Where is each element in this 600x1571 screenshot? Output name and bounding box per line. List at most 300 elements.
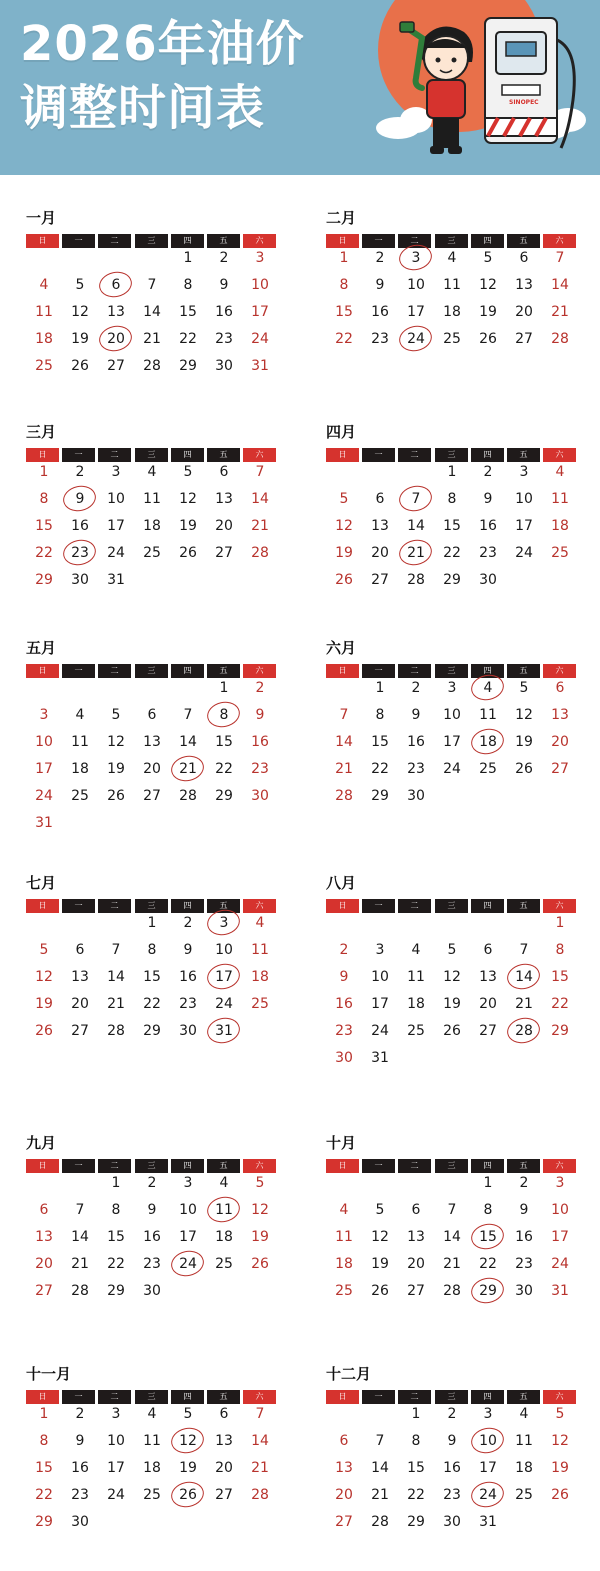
calendar-day: 23 bbox=[407, 761, 425, 777]
calendar-day: 19 bbox=[551, 1460, 569, 1476]
calendar-day: 31 bbox=[479, 1514, 497, 1530]
calendar-day: 7 bbox=[75, 1202, 85, 1218]
calendar-day: 2 bbox=[447, 1406, 457, 1422]
calendar-day: 3 bbox=[39, 707, 49, 723]
calendar-day: 1 bbox=[447, 464, 457, 480]
calendar-day: 5 bbox=[555, 1406, 565, 1422]
calendar-day: 19 bbox=[71, 331, 89, 347]
adjustment-day: 24 bbox=[470, 1482, 506, 1509]
calendar-day: 26 bbox=[35, 1023, 53, 1039]
calendar-day: 21 bbox=[71, 1256, 89, 1272]
calendar-day: 19 bbox=[251, 1229, 269, 1245]
weekday-label: 二 bbox=[398, 1390, 431, 1404]
calendar-day: 11 bbox=[335, 1229, 353, 1245]
calendar-day: 7 bbox=[255, 464, 265, 480]
calendar-day: 20 bbox=[479, 996, 497, 1012]
calendar-day: 27 bbox=[143, 788, 161, 804]
weekday-label: 四 bbox=[171, 899, 204, 913]
calendar-day: 20 bbox=[215, 1460, 233, 1476]
calendar-day: 27 bbox=[107, 358, 125, 374]
calendar-day: 20 bbox=[515, 304, 533, 320]
calendar-day: 17 bbox=[251, 304, 269, 320]
calendar-day: 20 bbox=[71, 996, 89, 1012]
calendar-day: 8 bbox=[411, 1433, 421, 1449]
calendar-day: 1 bbox=[39, 464, 49, 480]
adjustment-day: 23 bbox=[62, 540, 98, 567]
calendar-day: 31 bbox=[107, 572, 125, 588]
calendar-day: 14 bbox=[443, 1229, 461, 1245]
weekday-label: 一 bbox=[62, 448, 95, 462]
calendar-day: 18 bbox=[143, 518, 161, 534]
weekday-label: 四 bbox=[471, 448, 504, 462]
calendar-day: 26 bbox=[479, 331, 497, 347]
calendar-day: 8 bbox=[183, 277, 193, 293]
calendar-day: 25 bbox=[443, 331, 461, 347]
calendar-day: 16 bbox=[443, 1460, 461, 1476]
calendar-day: 28 bbox=[71, 1283, 89, 1299]
calendar-day: 3 bbox=[483, 1406, 493, 1422]
calendar-day: 14 bbox=[551, 277, 569, 293]
calendar-day: 12 bbox=[179, 491, 197, 507]
calendar-day: 23 bbox=[251, 761, 269, 777]
weekday-label: 五 bbox=[207, 899, 240, 913]
calendar-day: 26 bbox=[551, 1487, 569, 1503]
calendar-day: 13 bbox=[371, 518, 389, 534]
calendar-day: 2 bbox=[339, 942, 349, 958]
calendar-day: 11 bbox=[443, 277, 461, 293]
weekday-label: 五 bbox=[507, 1390, 540, 1404]
calendar-day: 17 bbox=[179, 1229, 197, 1245]
calendar-day: 13 bbox=[335, 1460, 353, 1476]
weekday-label: 二 bbox=[398, 664, 431, 678]
weekday-label: 五 bbox=[507, 234, 540, 248]
calendar-day: 13 bbox=[143, 734, 161, 750]
calendar-day: 4 bbox=[147, 1406, 157, 1422]
calendar-day: 2 bbox=[375, 250, 385, 266]
calendar-day: 5 bbox=[183, 464, 193, 480]
weekday-label: 六 bbox=[243, 448, 276, 462]
weekday-label: 三 bbox=[135, 234, 168, 248]
calendar-day: 7 bbox=[375, 1433, 385, 1449]
calendar-day: 8 bbox=[375, 707, 385, 723]
calendar-day: 18 bbox=[443, 304, 461, 320]
calendar-day: 12 bbox=[71, 304, 89, 320]
calendar-day: 29 bbox=[143, 1023, 161, 1039]
calendar-day: 28 bbox=[143, 358, 161, 374]
calendar-day: 27 bbox=[215, 545, 233, 561]
calendar-day: 15 bbox=[551, 969, 569, 985]
calendar-day: 4 bbox=[255, 915, 265, 931]
calendar-day: 16 bbox=[335, 996, 353, 1012]
weekday-label: 三 bbox=[135, 664, 168, 678]
calendar-day: 24 bbox=[251, 331, 269, 347]
calendar-day: 21 bbox=[515, 996, 533, 1012]
adjustment-day: 9 bbox=[62, 486, 98, 513]
calendar-day: 10 bbox=[515, 491, 533, 507]
calendar-day: 10 bbox=[371, 969, 389, 985]
calendar-day: 11 bbox=[71, 734, 89, 750]
calendar-day: 4 bbox=[339, 1202, 349, 1218]
calendar-day: 25 bbox=[251, 996, 269, 1012]
calendar-day: 14 bbox=[179, 734, 197, 750]
weekday-label: 二 bbox=[398, 234, 431, 248]
calendar-day: 22 bbox=[35, 1487, 53, 1503]
weekday-label: 五 bbox=[207, 664, 240, 678]
calendar-day: 3 bbox=[555, 1175, 565, 1191]
calendar-day: 16 bbox=[479, 518, 497, 534]
calendar-day: 5 bbox=[75, 277, 85, 293]
weekday-label: 一 bbox=[62, 899, 95, 913]
calendar-day: 1 bbox=[219, 680, 229, 696]
calendar-day: 7 bbox=[519, 942, 529, 958]
calendar-day: 6 bbox=[39, 1202, 49, 1218]
adjustment-day: 3 bbox=[206, 910, 242, 937]
calendar-day: 20 bbox=[551, 734, 569, 750]
calendar-day: 5 bbox=[519, 680, 529, 696]
calendar-day: 26 bbox=[443, 1023, 461, 1039]
weekday-label: 五 bbox=[507, 899, 540, 913]
calendar-day: 12 bbox=[443, 969, 461, 985]
weekday-label: 一 bbox=[362, 1159, 395, 1173]
calendar-day: 30 bbox=[443, 1514, 461, 1530]
weekday-label: 三 bbox=[435, 1390, 468, 1404]
calendar-day: 28 bbox=[107, 1023, 125, 1039]
adjustment-day: 21 bbox=[170, 756, 206, 783]
weekday-label: 六 bbox=[543, 1159, 576, 1173]
calendar-day: 30 bbox=[407, 788, 425, 804]
calendar-day: 21 bbox=[443, 1256, 461, 1272]
calendar-day: 27 bbox=[551, 761, 569, 777]
calendar-day: 30 bbox=[215, 358, 233, 374]
adjustment-day: 29 bbox=[470, 1278, 506, 1305]
calendar-day: 21 bbox=[371, 1487, 389, 1503]
calendar-day: 28 bbox=[551, 331, 569, 347]
adjustment-day: 11 bbox=[206, 1197, 242, 1224]
calendar-day: 27 bbox=[479, 1023, 497, 1039]
weekday-label: 日 bbox=[326, 664, 359, 678]
calendar-day: 24 bbox=[35, 788, 53, 804]
calendar-day: 15 bbox=[215, 734, 233, 750]
calendar-day: 9 bbox=[147, 1202, 157, 1218]
weekday-label: 四 bbox=[171, 234, 204, 248]
weekday-label: 二 bbox=[98, 234, 131, 248]
calendar-day: 27 bbox=[71, 1023, 89, 1039]
page-title bbox=[20, 12, 305, 140]
calendar-day: 6 bbox=[339, 1433, 349, 1449]
calendar-day: 29 bbox=[551, 1023, 569, 1039]
calendar-day: 18 bbox=[335, 1256, 353, 1272]
weekday-label: 四 bbox=[471, 234, 504, 248]
adjustment-day: 18 bbox=[470, 729, 506, 756]
weekday-label: 三 bbox=[135, 899, 168, 913]
calendar-day: 24 bbox=[551, 1256, 569, 1272]
calendar-day: 24 bbox=[107, 1487, 125, 1503]
calendar-day: 27 bbox=[35, 1283, 53, 1299]
calendar-day: 7 bbox=[147, 277, 157, 293]
calendar-day: 31 bbox=[251, 358, 269, 374]
weekday-label: 二 bbox=[98, 448, 131, 462]
calendar-day: 30 bbox=[515, 1283, 533, 1299]
calendar-day: 26 bbox=[335, 572, 353, 588]
calendar-day: 15 bbox=[371, 734, 389, 750]
calendar-day: 9 bbox=[483, 491, 493, 507]
calendar-day: 10 bbox=[179, 1202, 197, 1218]
header-banner bbox=[0, 0, 600, 175]
calendar-day: 24 bbox=[371, 1023, 389, 1039]
calendar-day: 25 bbox=[35, 358, 53, 374]
calendar-day: 2 bbox=[75, 1406, 85, 1422]
weekday-label: 五 bbox=[207, 234, 240, 248]
weekday-label: 六 bbox=[543, 234, 576, 248]
calendar-day: 23 bbox=[215, 331, 233, 347]
weekday-label: 四 bbox=[471, 1390, 504, 1404]
calendar-day: 4 bbox=[39, 277, 49, 293]
calendar-day: 1 bbox=[375, 680, 385, 696]
calendar-day: 19 bbox=[371, 1256, 389, 1272]
calendar-day: 18 bbox=[251, 969, 269, 985]
calendar-day: 31 bbox=[371, 1050, 389, 1066]
calendar-day: 8 bbox=[339, 277, 349, 293]
calendar-day: 23 bbox=[179, 996, 197, 1012]
calendar-day: 10 bbox=[551, 1202, 569, 1218]
calendar-day: 22 bbox=[551, 996, 569, 1012]
weekday-label: 六 bbox=[243, 234, 276, 248]
calendar-months bbox=[0, 175, 600, 1571]
adjustment-day: 24 bbox=[398, 326, 434, 353]
calendar-day: 18 bbox=[407, 996, 425, 1012]
calendar-day: 9 bbox=[519, 1202, 529, 1218]
weekday-label: 日 bbox=[26, 664, 59, 678]
calendar-day: 7 bbox=[447, 1202, 457, 1218]
calendar-day: 17 bbox=[371, 996, 389, 1012]
calendar-day: 20 bbox=[143, 761, 161, 777]
calendar-day: 12 bbox=[251, 1202, 269, 1218]
adjustment-day: 3 bbox=[398, 245, 434, 272]
calendar-day: 6 bbox=[219, 464, 229, 480]
calendar-day: 26 bbox=[179, 545, 197, 561]
calendar-day: 25 bbox=[71, 788, 89, 804]
calendar-day: 20 bbox=[215, 518, 233, 534]
calendar-day: 14 bbox=[251, 491, 269, 507]
calendar-day: 22 bbox=[407, 1487, 425, 1503]
calendar-day: 6 bbox=[75, 942, 85, 958]
calendar-day: 25 bbox=[143, 1487, 161, 1503]
calendar-day: 3 bbox=[375, 942, 385, 958]
calendar-day: 9 bbox=[75, 1433, 85, 1449]
calendar-day: 5 bbox=[375, 1202, 385, 1218]
calendar-day: 19 bbox=[515, 734, 533, 750]
calendar-day: 28 bbox=[371, 1514, 389, 1530]
calendar-day: 11 bbox=[35, 304, 53, 320]
calendar-day: 23 bbox=[479, 545, 497, 561]
calendar-day: 11 bbox=[251, 942, 269, 958]
calendar-day: 7 bbox=[183, 707, 193, 723]
calendar-day: 30 bbox=[479, 572, 497, 588]
calendar-day: 10 bbox=[107, 1433, 125, 1449]
calendar-day: 15 bbox=[335, 304, 353, 320]
calendar-day: 23 bbox=[71, 1487, 89, 1503]
calendar-day: 4 bbox=[519, 1406, 529, 1422]
adjustment-day: 8 bbox=[206, 702, 242, 729]
calendar-day: 8 bbox=[447, 491, 457, 507]
weekday-label: 四 bbox=[171, 1159, 204, 1173]
calendar-day: 6 bbox=[483, 942, 493, 958]
adjustment-day: 28 bbox=[506, 1018, 542, 1045]
calendar-day: 17 bbox=[35, 761, 53, 777]
weekday-label: 日 bbox=[26, 899, 59, 913]
calendar-day: 15 bbox=[179, 304, 197, 320]
calendar-day: 21 bbox=[107, 996, 125, 1012]
calendar-day: 8 bbox=[39, 491, 49, 507]
weekday-label: 六 bbox=[243, 1159, 276, 1173]
calendar-day: 11 bbox=[407, 969, 425, 985]
calendar-day: 17 bbox=[515, 518, 533, 534]
calendar-day: 4 bbox=[411, 942, 421, 958]
adjustment-day: 10 bbox=[470, 1428, 506, 1455]
calendar-day: 6 bbox=[147, 707, 157, 723]
weekday-label: 四 bbox=[471, 899, 504, 913]
calendar-day: 5 bbox=[339, 491, 349, 507]
calendar-day: 8 bbox=[147, 942, 157, 958]
calendar-day: 18 bbox=[215, 1229, 233, 1245]
weekday-label: 三 bbox=[435, 234, 468, 248]
calendar-day: 26 bbox=[107, 788, 125, 804]
calendar-day: 25 bbox=[215, 1256, 233, 1272]
calendar-day: 20 bbox=[35, 1256, 53, 1272]
weekday-label: 三 bbox=[135, 448, 168, 462]
calendar-day: 2 bbox=[219, 250, 229, 266]
calendar-day: 30 bbox=[143, 1283, 161, 1299]
calendar-day: 28 bbox=[251, 1487, 269, 1503]
calendar-day: 13 bbox=[215, 1433, 233, 1449]
calendar-day: 29 bbox=[107, 1283, 125, 1299]
month-title: 六月 bbox=[326, 639, 357, 657]
calendar-day: 7 bbox=[555, 250, 565, 266]
pump-brand-text: SINOPEC bbox=[509, 99, 539, 106]
calendar-day: 6 bbox=[519, 250, 529, 266]
calendar-day: 12 bbox=[107, 734, 125, 750]
weekday-label: 日 bbox=[326, 899, 359, 913]
calendar-day: 26 bbox=[515, 761, 533, 777]
month-title: 三月 bbox=[26, 423, 57, 441]
weekday-label: 二 bbox=[98, 1390, 131, 1404]
calendar-day: 1 bbox=[111, 1175, 121, 1191]
weekday-label: 三 bbox=[435, 899, 468, 913]
calendar-day: 2 bbox=[483, 464, 493, 480]
calendar-day: 17 bbox=[443, 734, 461, 750]
adjustment-day: 17 bbox=[206, 964, 242, 991]
weekday-label: 四 bbox=[471, 1159, 504, 1173]
calendar-day: 8 bbox=[39, 1433, 49, 1449]
calendar-day: 21 bbox=[335, 761, 353, 777]
calendar-day: 2 bbox=[411, 680, 421, 696]
calendar-day: 25 bbox=[143, 545, 161, 561]
month-title: 八月 bbox=[326, 874, 357, 892]
calendar-day: 15 bbox=[35, 518, 53, 534]
calendar-day: 13 bbox=[515, 277, 533, 293]
calendar-day: 24 bbox=[515, 545, 533, 561]
calendar-day: 3 bbox=[183, 1175, 193, 1191]
weekday-label: 四 bbox=[171, 1390, 204, 1404]
calendar-day: 6 bbox=[411, 1202, 421, 1218]
calendar-day: 18 bbox=[551, 518, 569, 534]
calendar-day: 7 bbox=[339, 707, 349, 723]
weekday-label: 一 bbox=[62, 664, 95, 678]
calendar-day: 13 bbox=[107, 304, 125, 320]
month-title: 二月 bbox=[326, 209, 357, 227]
calendar-day: 1 bbox=[411, 1406, 421, 1422]
calendar-day: 3 bbox=[447, 680, 457, 696]
calendar-day: 11 bbox=[143, 1433, 161, 1449]
weekday-label: 三 bbox=[435, 664, 468, 678]
calendar-day: 9 bbox=[219, 277, 229, 293]
calendar-day: 16 bbox=[251, 734, 269, 750]
calendar-day: 29 bbox=[35, 1514, 53, 1530]
calendar-day: 19 bbox=[107, 761, 125, 777]
calendar-day: 16 bbox=[143, 1229, 161, 1245]
calendar-day: 3 bbox=[111, 1406, 121, 1422]
calendar-day: 22 bbox=[143, 996, 161, 1012]
calendar-day: 10 bbox=[443, 707, 461, 723]
weekday-label: 日 bbox=[26, 448, 59, 462]
calendar-day: 12 bbox=[479, 277, 497, 293]
calendar-day: 6 bbox=[219, 1406, 229, 1422]
calendar-day: 27 bbox=[215, 1487, 233, 1503]
adjustment-day: 24 bbox=[170, 1251, 206, 1278]
calendar-day: 4 bbox=[75, 707, 85, 723]
weekday-label: 六 bbox=[243, 1390, 276, 1404]
calendar-day: 8 bbox=[483, 1202, 493, 1218]
calendar-day: 14 bbox=[335, 734, 353, 750]
calendar-day: 23 bbox=[335, 1023, 353, 1039]
calendar-day: 5 bbox=[39, 942, 49, 958]
calendar-day: 26 bbox=[371, 1283, 389, 1299]
calendar-day: 1 bbox=[483, 1175, 493, 1191]
calendar-day: 22 bbox=[35, 545, 53, 561]
calendar-day: 11 bbox=[143, 491, 161, 507]
calendar-day: 25 bbox=[479, 761, 497, 777]
calendar-day: 19 bbox=[35, 996, 53, 1012]
adjustment-day: 21 bbox=[398, 540, 434, 567]
title-line-1: 2026年油价 bbox=[20, 16, 305, 72]
calendar-day: 4 bbox=[447, 250, 457, 266]
calendar-day: 30 bbox=[71, 1514, 89, 1530]
calendar-day: 18 bbox=[35, 331, 53, 347]
calendar-day: 13 bbox=[215, 491, 233, 507]
weekday-label: 一 bbox=[362, 448, 395, 462]
calendar-day: 9 bbox=[411, 707, 421, 723]
calendar-day: 16 bbox=[407, 734, 425, 750]
weekday-label: 五 bbox=[207, 448, 240, 462]
calendar-day: 10 bbox=[215, 942, 233, 958]
weekday-label: 五 bbox=[507, 448, 540, 462]
calendar-day: 23 bbox=[515, 1256, 533, 1272]
calendar-day: 2 bbox=[183, 915, 193, 931]
calendar-day: 2 bbox=[147, 1175, 157, 1191]
calendar-day: 14 bbox=[143, 304, 161, 320]
adjustment-day: 4 bbox=[470, 675, 506, 702]
calendar-day: 28 bbox=[179, 788, 197, 804]
calendar-day: 23 bbox=[143, 1256, 161, 1272]
weekday-label: 四 bbox=[171, 664, 204, 678]
calendar-day: 12 bbox=[35, 969, 53, 985]
calendar-day: 22 bbox=[479, 1256, 497, 1272]
adjustment-day: 20 bbox=[98, 326, 134, 353]
weekday-label: 五 bbox=[207, 1390, 240, 1404]
calendar-day: 14 bbox=[71, 1229, 89, 1245]
calendar-day: 9 bbox=[255, 707, 265, 723]
calendar-day: 28 bbox=[335, 788, 353, 804]
